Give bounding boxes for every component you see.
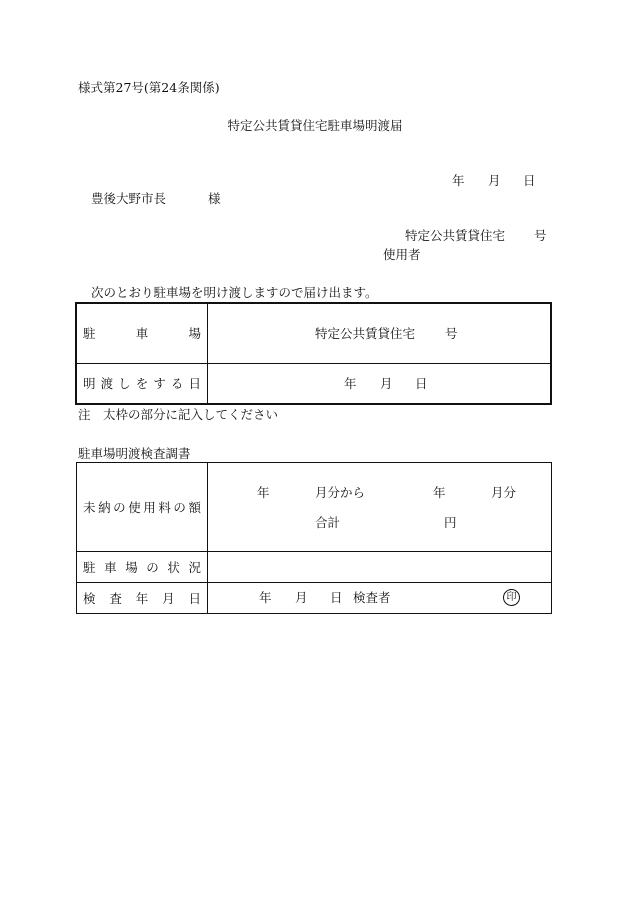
inspection-year-label: 年 <box>259 589 272 605</box>
from-year-label: 年 <box>257 485 270 500</box>
date-year-label: 年 <box>452 173 465 188</box>
status-label-char: 場 <box>125 559 138 575</box>
inspection-title: 駐車場明渡検査調書 <box>78 446 191 461</box>
inspection-date-row <box>77 582 552 613</box>
status-value-cell[interactable] <box>208 551 552 582</box>
parking-housing: 特定公共賃貸住宅 <box>315 326 416 341</box>
parking-label <box>76 303 208 363</box>
vacate-date-label <box>76 363 208 404</box>
main-table <box>75 302 552 405</box>
status-label <box>77 551 208 582</box>
vacate-label-char: 渡 <box>100 376 114 392</box>
inspection-date-cell[interactable] <box>208 582 552 613</box>
status-label-char: 車 <box>104 559 117 575</box>
unpaid-label-char: 未 <box>83 499 96 515</box>
to-year-label: 年 <box>433 485 446 500</box>
date-day-label: 日 <box>523 173 536 188</box>
parking-value-cell[interactable] <box>208 303 552 363</box>
status-label-char: 状 <box>167 559 180 575</box>
inspection-day-label: 日 <box>330 589 343 605</box>
vacate-date-row <box>76 363 551 404</box>
unpaid-label-char: 使 <box>128 499 141 515</box>
applicant-housing: 特定公共賃貸住宅 <box>405 228 506 243</box>
unpaid-value-cell[interactable] <box>208 463 552 552</box>
inspection-table <box>76 462 552 614</box>
vacate-label-char: す <box>153 376 166 392</box>
unpaid-label-char: の <box>173 499 186 515</box>
vacate-label-char: し <box>118 376 131 392</box>
inspector-label: 検査者 <box>353 589 391 605</box>
inspection-date-label <box>77 582 208 613</box>
vacate-day-label: 日 <box>415 375 428 391</box>
parking-label-char: 駐 <box>83 326 96 342</box>
unpaid-label-char: 料 <box>158 499 171 515</box>
vacate-date-cell[interactable] <box>208 363 552 404</box>
inspection-date-label-char: 日 <box>188 590 201 606</box>
unpaid-label-char: 額 <box>188 499 201 515</box>
total-label: 合計 <box>315 515 341 530</box>
unpaid-label-char: 納 <box>98 499 111 515</box>
status-label-char: 駐 <box>83 559 96 575</box>
date-month-label: 月 <box>488 173 501 188</box>
from-month-label: 月分から <box>315 485 366 500</box>
addressee-suffix: 様 <box>208 191 221 206</box>
unpaid-label-char: の <box>113 499 126 515</box>
unpaid-label <box>77 463 208 552</box>
applicant-housing-number: 号 <box>534 228 547 243</box>
addressee: 豊後大野市長 <box>91 191 167 206</box>
intro-text: 次のとおり駐車場を明け渡しますので届け出ます。 <box>91 285 378 300</box>
vacate-month-label: 月 <box>380 375 393 391</box>
to-month-label: 月分 <box>491 485 517 500</box>
user-label: 使用者 <box>383 247 421 262</box>
total-unit: 円 <box>444 515 457 530</box>
status-row <box>77 551 552 582</box>
parking-label-char: 車 <box>135 326 149 342</box>
vacate-label-char: 日 <box>188 376 201 392</box>
vacate-label-char: る <box>170 376 184 392</box>
seal-icon: 印 <box>503 589 520 606</box>
inspection-date-label-char: 年 <box>135 590 149 606</box>
form-title: 特定公共賃貸住宅駐車場明渡届 <box>227 118 403 133</box>
unpaid-label-char: 用 <box>143 499 156 515</box>
parking-row <box>76 303 551 363</box>
inspection-date-label-char: 月 <box>162 590 175 606</box>
vacate-label-char: を <box>135 376 149 392</box>
note: 注 太枠の部分に記入してください <box>78 407 279 422</box>
unpaid-row <box>77 463 552 552</box>
parking-label-char: 場 <box>188 326 201 342</box>
vacate-label-char: 明 <box>83 376 96 392</box>
status-label-char: 況 <box>188 559 201 575</box>
inspection-date-label-char: 査 <box>109 590 122 606</box>
status-label-char: の <box>146 559 159 575</box>
parking-number: 号 <box>445 326 458 341</box>
form-number: 様式第27号(第24条関係) <box>78 80 220 95</box>
inspection-month-label: 月 <box>295 589 308 605</box>
inspection-date-label-char: 検 <box>83 590 96 606</box>
vacate-year-label: 年 <box>344 375 357 391</box>
